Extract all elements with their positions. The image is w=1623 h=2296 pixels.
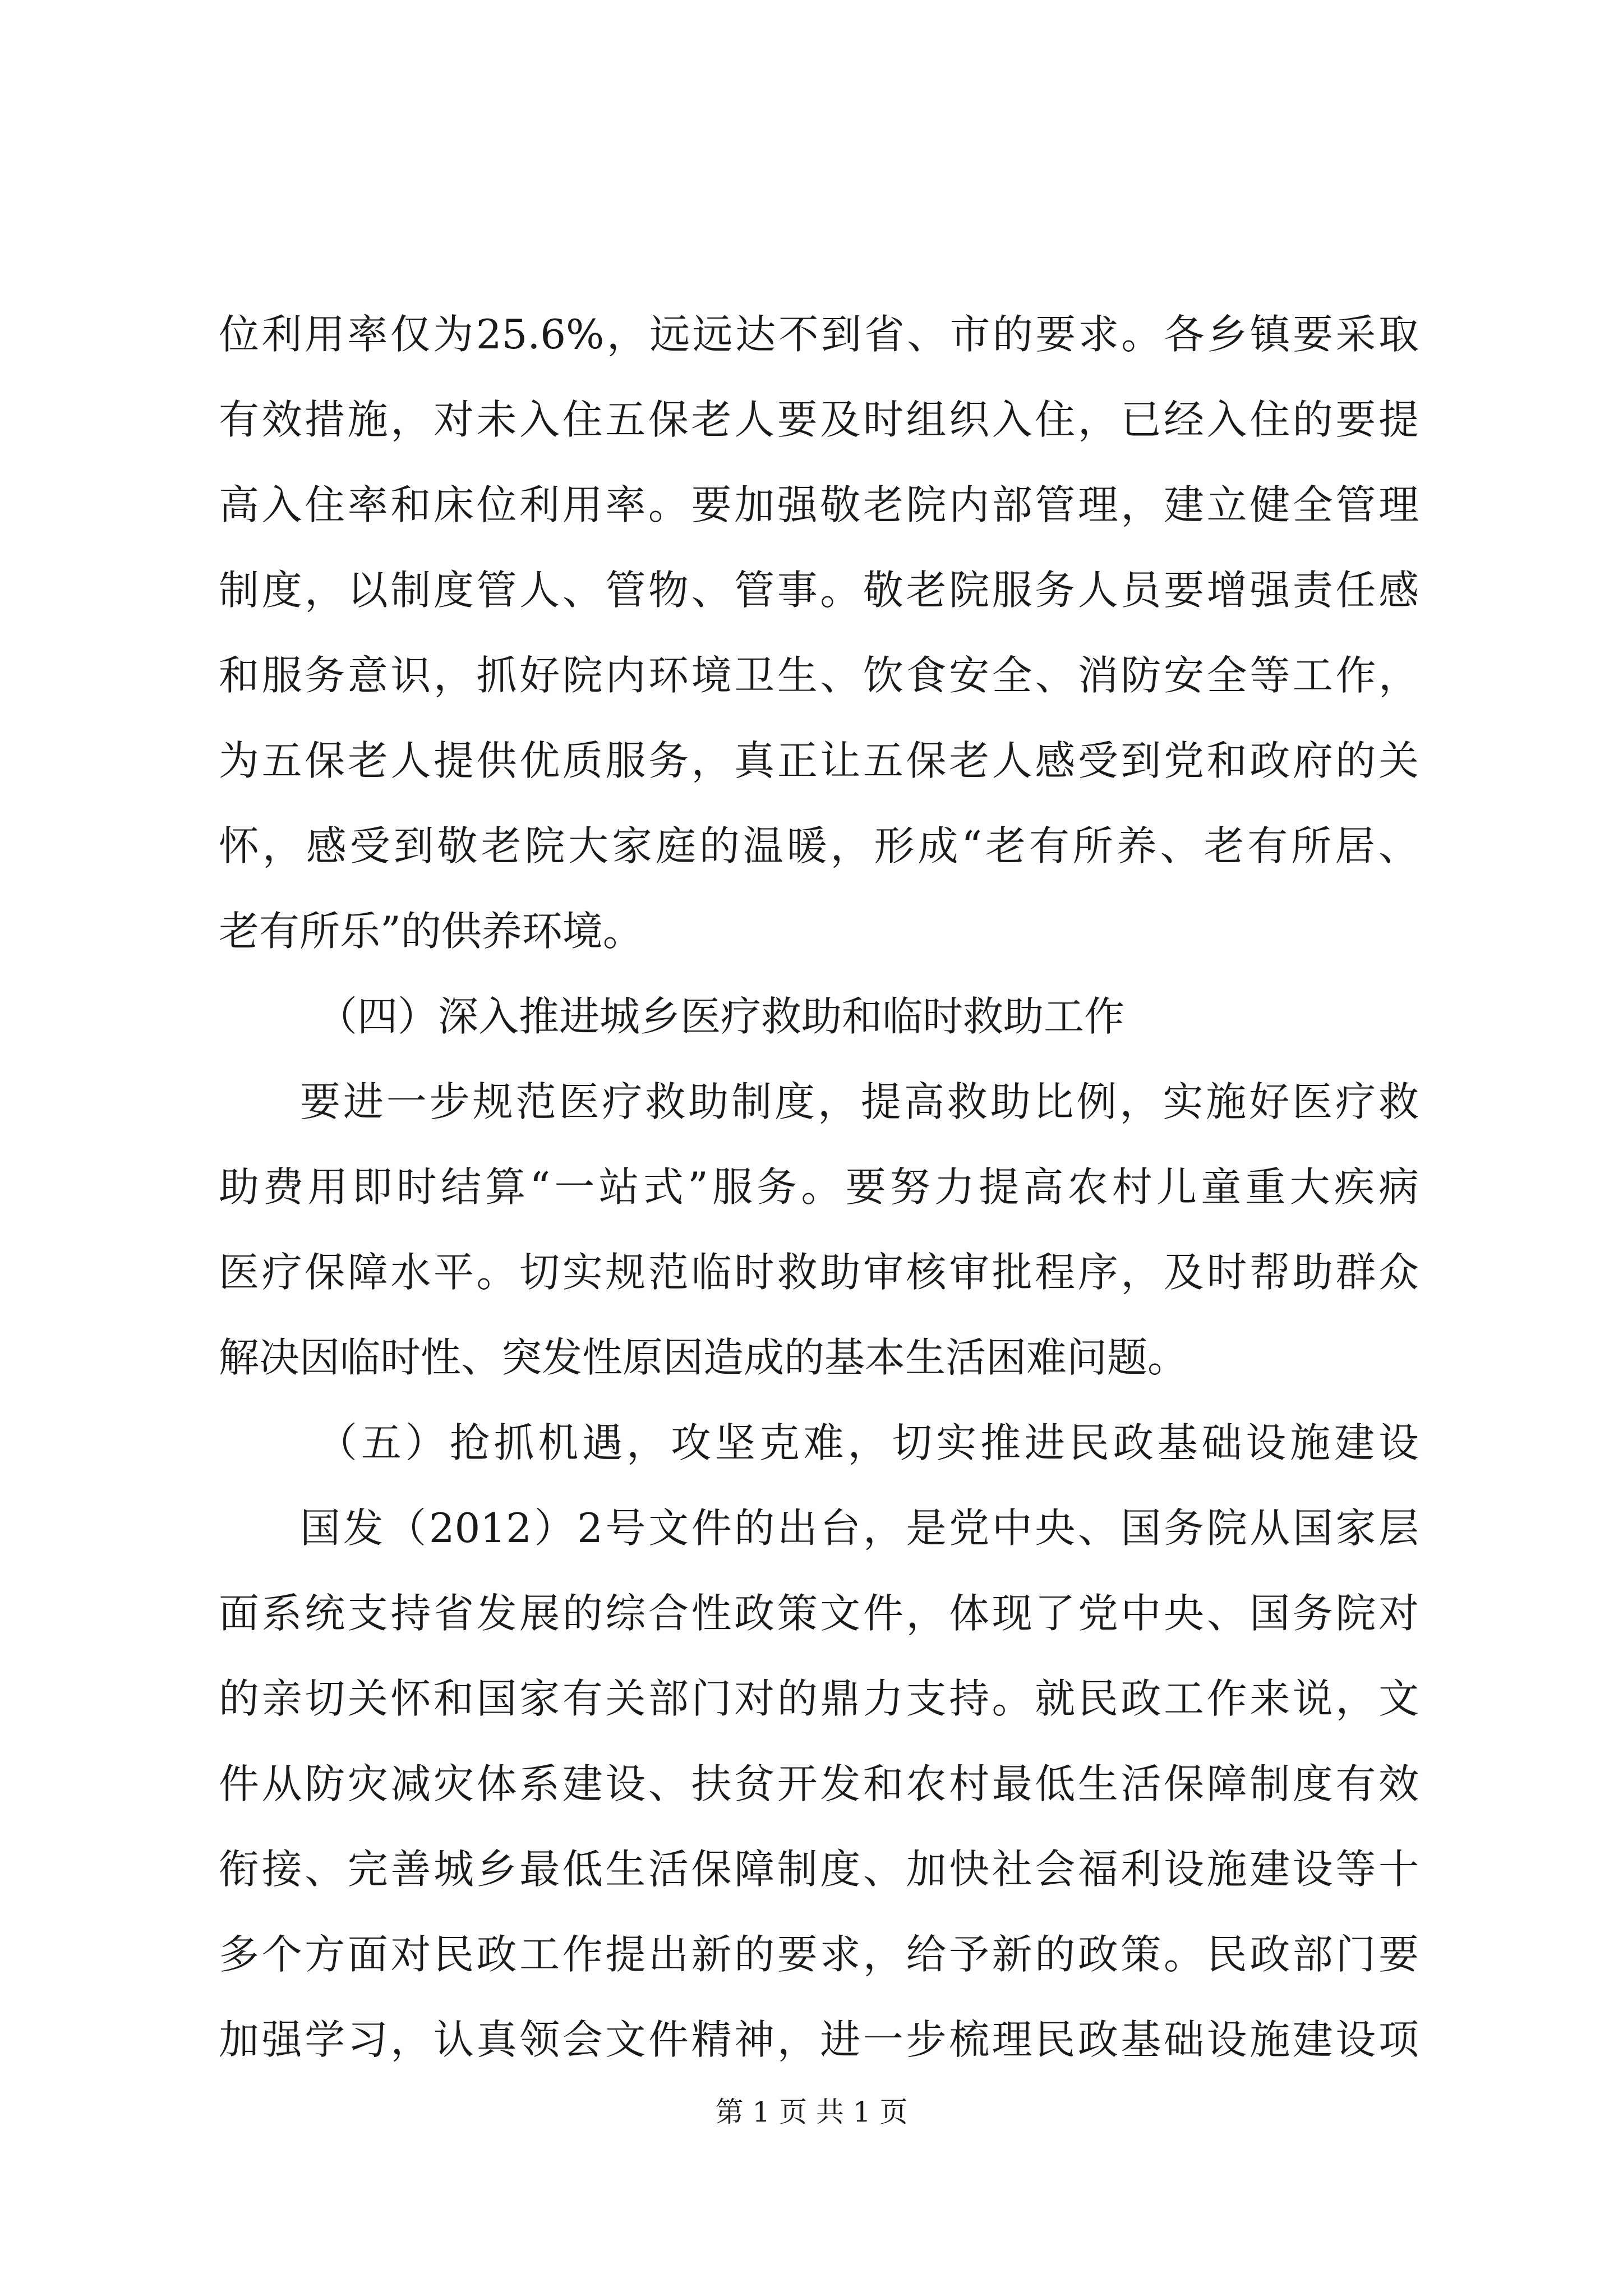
body-line-17: 的亲切关怀和国家有关部门对的鼎力支持。就民政工作来说，文	[219, 1675, 1419, 1722]
body-line-8: 老有所乐”的供养环境。	[219, 908, 643, 955]
body-line-12: 医疗保障水平。切实规范临时救助审核审批程序，及时帮助群众	[219, 1249, 1419, 1296]
body-line-21: 加强学习，认真领会文件精神，进一步梳理民政基础设施建设项	[219, 2016, 1419, 2063]
body-line-10: 要进一步规范医疗救助制度，提高救助比例，实施好医疗救	[300, 1078, 1419, 1125]
body-line-5: 和服务意识，抓好院内环境卫生、饮食安全、消防安全等工作，	[219, 652, 1419, 699]
body-line-15: 国发（2012）2号文件的出台，是党中央、国务院从国家层	[300, 1504, 1419, 1552]
body-line-1: 位利用率仅为25.6%，远远达不到省、市的要求。各乡镇要采取	[219, 311, 1419, 358]
body-line-20: 多个方面对民政工作提出新的要求，给予新的政策。民政部门要	[219, 1931, 1419, 1978]
body-line-11: 助费用即时结算“一站式”服务。要努力提高农村儿童重大疾病	[219, 1163, 1419, 1211]
body-line-3: 高入住率和床位利用率。要加强敬老院内部管理，建立健全管理	[219, 481, 1419, 528]
body-line-13: 解决因临时性、突发性原因造成的基本生活困难问题。	[219, 1334, 1188, 1381]
section-heading-5: （五）抢抓机遇，攻坚克难，切实推进民政基础设施建设	[317, 1419, 1419, 1466]
body-line-18: 件从防灾减灾体系建设、扶贫开发和农村最低生活保障制度有效	[219, 1760, 1419, 1807]
body-line-16: 面系统支持省发展的综合性政策文件，体现了党中央、国务院对	[219, 1590, 1419, 1637]
section-heading-4: （四）深入推进城乡医疗救助和临时救助工作	[317, 993, 1125, 1040]
body-line-2: 有效措施，对未入住五保老人要及时组织入住，已经入住的要提	[219, 396, 1419, 443]
body-line-4: 制度，以制度管人、管物、管事。敬老院服务人员要增强责任感	[219, 567, 1419, 614]
body-line-19: 衔接、完善城乡最低生活保障制度、加快社会福利设施建设等十	[219, 1846, 1419, 1893]
body-line-6: 为五保老人提供优质服务，真正让五保老人感受到党和政府的关	[219, 737, 1419, 784]
document-body	[219, 292, 1419, 2082]
body-line-7: 怀，感受到敬老院大家庭的温暖，形成“老有所养、老有所居、	[219, 822, 1419, 869]
page-number-footer: 第 1 页 共 1 页	[715, 2096, 908, 2128]
